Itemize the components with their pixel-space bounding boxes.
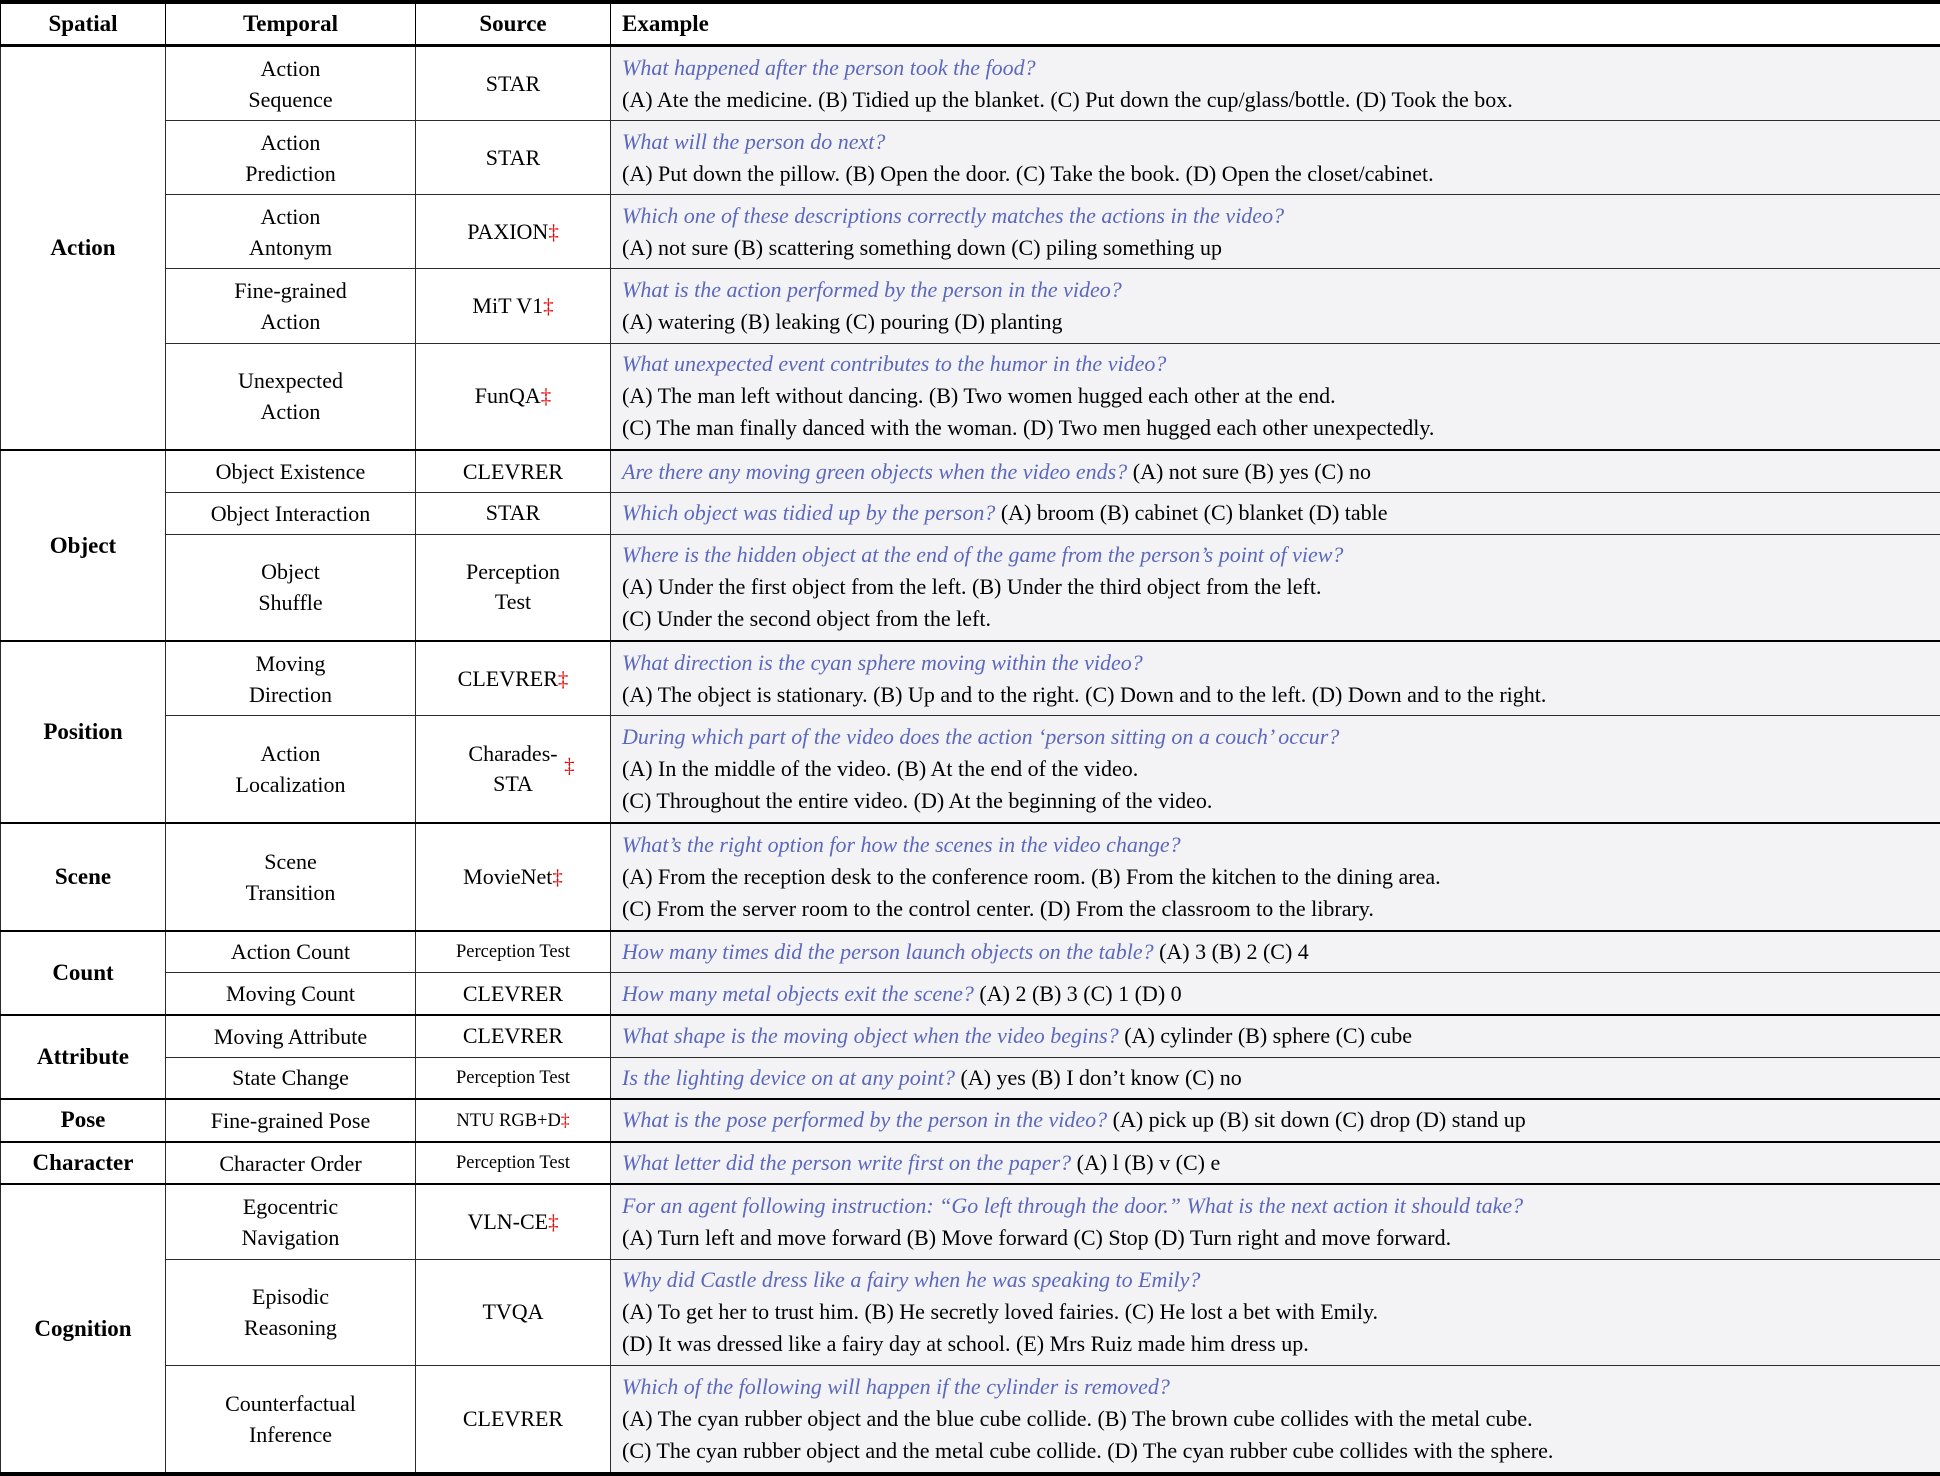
source-name: Perception Test [456, 941, 570, 962]
header-spatial: Spatial [1, 2, 166, 46]
example-question: How many times did the person launch objects on the table? [622, 938, 1154, 964]
source-cell [416, 195, 611, 269]
source-name: Perception Test [456, 1067, 570, 1088]
source-name: Perception [465, 559, 561, 585]
temporal-task-cell [166, 343, 416, 450]
example-question: Why did Castle dress like a fairy when he was speaking to Emily? [622, 1267, 1201, 1293]
example-line [622, 1147, 1934, 1179]
example-cell [611, 269, 1940, 343]
temporal-task-line: Unexpected [237, 368, 344, 394]
task-row [1, 450, 1940, 492]
example-options: (A) cylinder (B) sphere (C) cube [1118, 1023, 1412, 1049]
example-options: (C) The man finally danced with the woman. (D) Two men hugged each other unexpectedly. [622, 415, 1435, 441]
temporal-task-line: Counterfactual [225, 1391, 356, 1417]
temporal-task-line: State Change [232, 1065, 349, 1091]
example-cell [611, 1057, 1940, 1099]
temporal-task-line: Moving [255, 650, 326, 676]
temporal-task-line: Fine-grained [234, 278, 347, 303]
temporal-task-line: Fine-grained Pose [210, 1107, 371, 1133]
example-options: (A) not sure (B) scattering something down (C) piling something up [622, 234, 1223, 260]
category-cell: Pose [1, 1099, 166, 1142]
temporal-task-cell [166, 973, 416, 1015]
task-row [1, 823, 1940, 931]
example-options: (A) The object is stationary. (B) Up and to the right. (C) Down and to the left. (D) Down and to the right. [622, 681, 1547, 707]
header-row [1, 2, 1940, 46]
temporal-task-line: Transition [245, 879, 336, 905]
example-options: (C) Under the second object from the left. [622, 606, 991, 632]
example-question: Which of the following will happen if the cylinder is removed? [622, 1374, 1170, 1400]
example-cell [611, 534, 1940, 641]
example-options: (C) From the server room to the control center. (D) From the classroom to the library. [622, 895, 1374, 921]
source-cell [416, 823, 611, 931]
footnote-mark: ‡ [548, 219, 559, 244]
temporal-task-cell [166, 1184, 416, 1259]
temporal-task-line: Action [260, 399, 321, 425]
example-cell [611, 492, 1940, 534]
footnote-mark: ‡ [560, 1109, 570, 1130]
task-row [1, 492, 1940, 534]
example-line [622, 497, 1934, 529]
example-options: (A) To get her to trust him. (B) He secretly loved fairies. (C) He lost a bet with Emily. [622, 1299, 1379, 1325]
task-row [1, 195, 1940, 269]
example-line [622, 1020, 1934, 1052]
example-cell [611, 973, 1940, 1015]
category-cell: Object [1, 450, 166, 641]
source-name: CLEVRER [462, 458, 564, 484]
example-cell [611, 641, 1940, 716]
source-cell [416, 1184, 611, 1259]
temporal-task-line: Direction [248, 681, 333, 707]
source-name: STAR [485, 144, 541, 170]
source-name: PAXION‡ [467, 218, 559, 244]
category-cell: Character [1, 1142, 166, 1185]
header-source: Source [416, 2, 611, 46]
example-question: What unexpected event contributes to the humor in the video? [622, 351, 1167, 377]
example-question: Which object was tidied up by the person? [622, 500, 996, 526]
temporal-task-line: Action [260, 309, 321, 334]
temporal-task-cell [166, 1015, 416, 1057]
category-cell: Position [1, 641, 166, 823]
temporal-task-cell [166, 716, 416, 823]
example-question: For an agent following instruction: “Go left through the door.” What is the next action it should take? [622, 1193, 1524, 1219]
example-question: Is the lighting device on at any point? [622, 1064, 955, 1090]
source-name: CLEVRER‡ [457, 665, 569, 691]
source-cell [416, 46, 611, 121]
task-row [1, 1142, 1940, 1185]
example-question: What’s the right option for how the scenes in the video change? [622, 831, 1181, 857]
example-question: During which part of the video does the action ‘person sitting on a couch’ occur? [622, 724, 1340, 750]
source-cell [416, 492, 611, 534]
footnote-mark: ‡ [548, 1210, 559, 1235]
table-body [1, 46, 1940, 1475]
source-cell [416, 931, 611, 973]
source-cell [416, 450, 611, 492]
source-name: STAR [485, 500, 541, 526]
example-cell [611, 195, 1940, 269]
source-cell [416, 1142, 611, 1185]
example-question: Which one of these descriptions correctly matches the actions in the video? [622, 202, 1285, 228]
task-row [1, 716, 1940, 823]
example-question: What will the person do next? [622, 128, 886, 154]
task-row [1, 1099, 1940, 1142]
task-row [1, 121, 1940, 195]
temporal-task-line: Action [260, 129, 321, 155]
temporal-task-line: Character Order [219, 1150, 362, 1176]
temporal-task-cell [166, 1099, 416, 1142]
temporal-task-line: Moving Attribute [213, 1023, 368, 1049]
temporal-task-line: Prediction [245, 160, 336, 186]
category-cell: Scene [1, 823, 166, 931]
temporal-task-line: Action [260, 203, 321, 229]
temporal-task-line: Object [261, 559, 320, 585]
source-cell [416, 716, 611, 823]
task-row [1, 1259, 1940, 1366]
temporal-task-cell [166, 450, 416, 492]
example-line [622, 456, 1934, 488]
header-example: Example [611, 2, 1940, 46]
source-name: FunQA‡ [474, 383, 552, 409]
category-cell: Attribute [1, 1015, 166, 1099]
example-cell [611, 1142, 1940, 1185]
example-cell [611, 343, 1940, 450]
footnote-mark: ‡ [564, 753, 575, 778]
category-cell: Cognition [1, 1184, 166, 1474]
example-question: What direction is the cyan sphere moving within the video? [622, 649, 1143, 675]
example-cell [611, 1099, 1940, 1142]
temporal-task-cell [166, 121, 416, 195]
example-options: (A) Under the first object from the left. (B) Under the third object from the left. [622, 574, 1322, 600]
source-cell [416, 121, 611, 195]
example-options: (C) Throughout the entire video. (D) At the beginning of the video. [622, 788, 1213, 814]
source-name: MovieNet‡ [463, 863, 563, 889]
task-row [1, 641, 1940, 716]
source-cell [416, 534, 611, 641]
example-cell [611, 1366, 1940, 1474]
example-options: (A) In the middle of the video. (B) At the end of the video. [622, 756, 1139, 782]
source-cell [416, 1099, 611, 1142]
source-name: CLEVRER [462, 1023, 564, 1049]
example-line [622, 1062, 1934, 1094]
temporal-task-line: Inference [248, 1422, 333, 1448]
example-options: (A) not sure (B) yes (C) no [1127, 458, 1372, 484]
temporal-task-line: Object Existence [215, 459, 366, 485]
temporal-task-cell [166, 46, 416, 121]
source-cell [416, 1057, 611, 1099]
category-cell: Action [1, 46, 166, 451]
temporal-task-line: Sequence [248, 86, 333, 112]
footnote-mark: ‡ [557, 666, 569, 691]
example-cell [611, 716, 1940, 823]
temporal-task-cell [166, 269, 416, 343]
header-temporal: Temporal [166, 2, 416, 46]
temporal-task-line: Action [260, 741, 321, 767]
example-cell [611, 1015, 1940, 1057]
source-name: Charades- STA ‡ [468, 741, 575, 797]
example-question: How many metal objects exit the scene? [622, 980, 974, 1006]
temporal-task-cell [166, 823, 416, 931]
temporal-task-cell [166, 931, 416, 973]
example-question: What letter did the person write first on the paper? [622, 1150, 1072, 1176]
example-options: (A) The man left without dancing. (B) Two women hugged each other at the end. [622, 383, 1336, 409]
example-options: (A) 3 (B) 2 (C) 4 [1153, 938, 1309, 964]
temporal-task-line: Navigation [241, 1225, 340, 1251]
task-row [1, 269, 1940, 343]
source-cell [416, 641, 611, 716]
example-options: (A) The cyan rubber object and the blue cube collide. (B) The brown cube collides with the metal cube. [622, 1406, 1533, 1432]
temporal-task-cell [166, 1142, 416, 1185]
temporal-task-cell [166, 641, 416, 716]
example-options: (A) yes (B) I don’t know (C) no [955, 1064, 1242, 1090]
temporal-task-cell [166, 492, 416, 534]
example-line [622, 1104, 1934, 1136]
example-options: (D) It was dressed like a fairy day at school. (E) Mrs Ruiz made him dress up. [622, 1331, 1309, 1357]
temporal-task-line: Localization [235, 772, 346, 798]
temporal-task-line: Reasoning [244, 1315, 337, 1341]
temporal-task-cell [166, 1057, 416, 1099]
example-question: Are there any moving green objects when the video ends? [622, 458, 1128, 484]
source-name: STAR [485, 70, 541, 96]
example-cell [611, 931, 1940, 973]
source-cell [416, 269, 611, 343]
example-cell [611, 46, 1940, 121]
footnote-mark: ‡ [540, 384, 552, 409]
temporal-task-line: Egocentric [242, 1194, 339, 1220]
example-options: (A) From the reception desk to the conference room. (B) From the kitchen to the dining area. [622, 863, 1441, 889]
task-row [1, 343, 1940, 450]
temporal-task-line: Scene [264, 848, 317, 874]
source-name: TVQA [482, 1299, 544, 1325]
example-options: (A) broom (B) cabinet (C) blanket (D) table [995, 500, 1388, 526]
source-name: NTU RGB+D‡ [456, 1109, 570, 1131]
task-row [1, 1366, 1940, 1474]
task-row [1, 931, 1940, 973]
source-cell [416, 343, 611, 450]
temporal-task-line: Episodic [252, 1284, 329, 1310]
task-row [1, 46, 1940, 121]
category-cell: Count [1, 931, 166, 1015]
temporal-task-cell [166, 534, 416, 641]
example-cell [611, 121, 1940, 195]
task-row [1, 1057, 1940, 1099]
source-name: Test [494, 589, 532, 615]
example-cell [611, 1259, 1940, 1366]
example-question: Where is the hidden object at the end of the game from the person’s point of view? [622, 542, 1344, 568]
example-line [622, 978, 1934, 1010]
temporal-task-line: Action Count [230, 939, 351, 965]
source-cell [416, 1015, 611, 1057]
example-question: What happened after the person took the food? [622, 54, 1036, 80]
source-cell [416, 973, 611, 1015]
example-options: (A) 2 (B) 3 (C) 1 (D) 0 [973, 980, 1182, 1006]
source-cell [416, 1366, 611, 1474]
footnote-mark: ‡ [552, 864, 563, 889]
source-name: VLN-CE‡ [467, 1209, 559, 1235]
example-question: What shape is the moving object when the video begins? [622, 1023, 1119, 1049]
example-options: (C) The cyan rubber object and the metal cube collide. (D) The cyan rubber cube collides with the sphere. [622, 1438, 1554, 1464]
example-question: What is the action performed by the person in the video? [622, 277, 1122, 302]
table-header [1, 2, 1940, 46]
footnote-mark: ‡ [543, 294, 554, 318]
example-options: (A) pick up (B) sit down (C) drop (D) stand up [1107, 1107, 1526, 1133]
temporal-task-line: Action [260, 55, 321, 81]
temporal-task-line: Moving Count [226, 981, 355, 1007]
source-name: Perception Test [456, 1153, 570, 1174]
temporal-task-cell [166, 1366, 416, 1474]
source-name: MiT V1‡ [472, 293, 554, 318]
task-row [1, 534, 1940, 641]
source-name: CLEVRER [462, 980, 564, 1006]
example-options: (A) l (B) v (C) e [1071, 1150, 1221, 1176]
source-name: CLEVRER [462, 1406, 564, 1432]
temporal-task-line: Object Interaction [210, 500, 371, 526]
example-options: (A) Put down the pillow. (B) Open the door. (C) Take the book. (D) Open the closet/cabinet. [622, 160, 1434, 186]
example-options: (A) Ate the medicine. (B) Tidied up the blanket. (C) Put down the cup/glass/bottle. (D) Took the box. [622, 86, 1513, 112]
temporal-task-cell [166, 195, 416, 269]
temporal-task-line: Shuffle [258, 590, 323, 616]
temporal-task-line: Antonym [248, 234, 333, 260]
example-line [622, 936, 1934, 968]
example-options: (A) Turn left and move forward (B) Move forward (C) Stop (D) Turn right and move forward. [622, 1225, 1452, 1251]
example-options: (A) watering (B) leaking (C) pouring (D) planting [622, 309, 1063, 334]
example-cell [611, 1184, 1940, 1259]
temporal-task-cell [166, 1259, 416, 1366]
source-cell [416, 1259, 611, 1366]
task-row [1, 1015, 1940, 1057]
example-question: What is the pose performed by the person in the video? [622, 1107, 1108, 1133]
task-row [1, 1184, 1940, 1259]
task-row [1, 973, 1940, 1015]
example-cell [611, 450, 1940, 492]
example-cell [611, 823, 1940, 931]
